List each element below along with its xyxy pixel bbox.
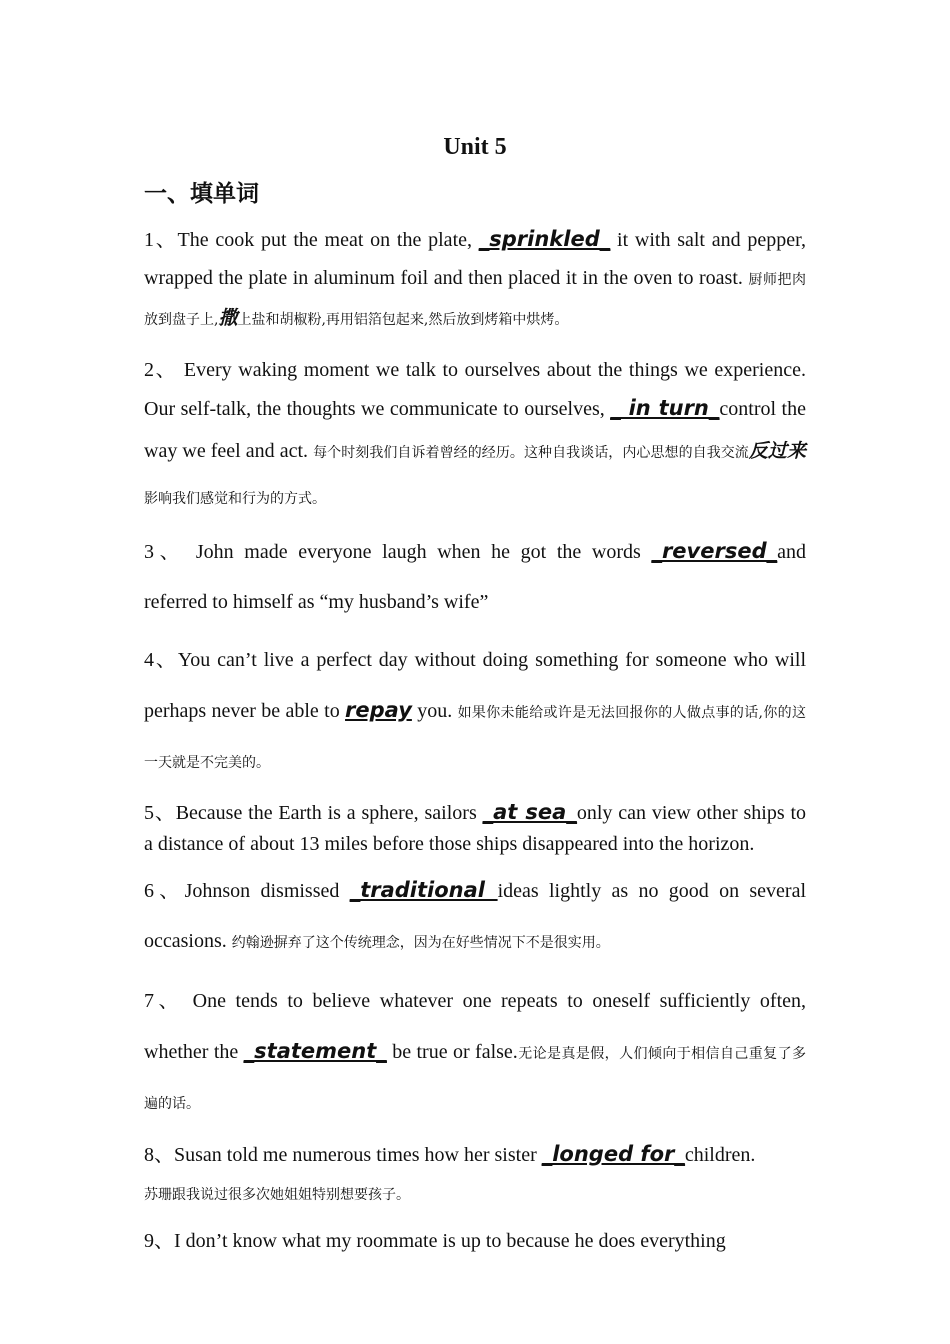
exercise-item-3 xyxy=(144,526,806,627)
item-number: 9、 xyxy=(144,1230,174,1252)
answer-word: repay xyxy=(345,698,412,722)
chinese-translation: 影响我们感觉和行为的方式。 xyxy=(144,491,326,507)
sentence-text: and referred to himself as “my husband’s wife” xyxy=(144,541,806,613)
sentence-text: only can view other ships to a distance of about 13 miles before those ships disappeared into the horizon. xyxy=(144,802,807,855)
sentence-text: be true or false. xyxy=(386,1041,518,1063)
sentence-text: ideas lightly as no good on several occasions. xyxy=(144,880,807,952)
item-number: 8、 xyxy=(144,1144,174,1166)
answer-word: _ in turn_ xyxy=(610,396,720,420)
sentence-text: John made everyone laugh when he got the words xyxy=(185,541,652,563)
sentence-text: children. xyxy=(684,1144,756,1166)
chinese-translation: 每个时刻我们自诉着曾经的经历。这种自我谈话，内心思想的自我交流 xyxy=(313,445,749,461)
sentence-text: You can’t live a perfect day without doing something for someone who will perhaps never be able to xyxy=(144,649,807,722)
sentence-text: Because the Earth is a sphere, sailors xyxy=(175,802,483,824)
exercise-item-5 xyxy=(144,794,806,857)
item-number: 2、 xyxy=(144,359,178,381)
exercise-item-6 xyxy=(144,865,806,968)
sentence-text: you. xyxy=(411,700,458,722)
sentence-text: One tends to believe whatever one repeats to oneself sufficiently often, whether the xyxy=(144,990,807,1063)
chinese-translation: 上盐和胡椒粉,再用铝箔包起来,然后放到烤箱中烘烤。 xyxy=(237,312,569,328)
exercise-item-8 xyxy=(144,1135,806,1214)
sentence-text: control the way we feel and act. xyxy=(144,398,806,462)
sentence-text: Every waking moment we talk to ourselves about the things we experience. Our self-talk, the thoughts we communicate to ourselves, xyxy=(144,359,806,420)
item-number: 1、 xyxy=(144,229,178,251)
sentence-text: The cook put the meat on the plate, xyxy=(177,229,479,251)
answer-word: _reversed_ xyxy=(651,539,778,563)
answer-word: _traditional xyxy=(349,878,498,902)
chinese-answer: 反过来 xyxy=(748,440,806,462)
sentence-text: Susan told me numerous times how her sister xyxy=(174,1144,542,1166)
item-number: 3、 xyxy=(144,541,186,563)
item-number: 7、 xyxy=(144,990,184,1012)
exercise-item-1 xyxy=(144,220,806,339)
answer-word: _statement_ xyxy=(243,1039,387,1063)
chinese-translation: 苏珊跟我说过很多次她姐姐特别想要孩子。 xyxy=(144,1187,410,1203)
sentence-text: it with salt and pepper, wrapped the plate in aluminum foil and then placed it in the oven to roast. xyxy=(144,229,806,289)
item-number: 6、 xyxy=(144,880,185,902)
exercise-item-9 xyxy=(144,1222,806,1260)
sentence-text: Johnson dismissed xyxy=(184,880,350,902)
section-heading: 一、填单词 xyxy=(144,181,259,207)
chinese-translation: 如果你未能给或许是无法回报你的人做点事的话,你的这一天就是不完美的。 xyxy=(144,705,807,771)
chinese-translation: 无论是真是假，人们倾向于相信自己重复了多遍的话。 xyxy=(144,1046,806,1112)
exercise-item-2 xyxy=(144,351,806,518)
item-number: 4、 xyxy=(144,649,178,671)
item-number: 5、 xyxy=(144,802,176,824)
exercise-item-4 xyxy=(144,635,806,786)
answer-word: _at sea_ xyxy=(482,800,577,824)
answer-word: _sprinkled_ xyxy=(478,227,611,251)
sentence-text: I don’t know what my roommate is up to because he does everything xyxy=(174,1230,726,1252)
chinese-translation: 厨师把肉放到盘子上, xyxy=(144,272,807,328)
chinese-answer: 撒 xyxy=(218,307,238,329)
exercise-item-7 xyxy=(144,976,806,1127)
document-page xyxy=(144,120,806,1268)
answer-word: _longed for_ xyxy=(541,1142,685,1166)
page-title: Unit 5 xyxy=(443,134,507,160)
chinese-translation: 约翰逊摒弃了这个传统理念，因为在好些情况下不是很实用。 xyxy=(231,935,610,951)
